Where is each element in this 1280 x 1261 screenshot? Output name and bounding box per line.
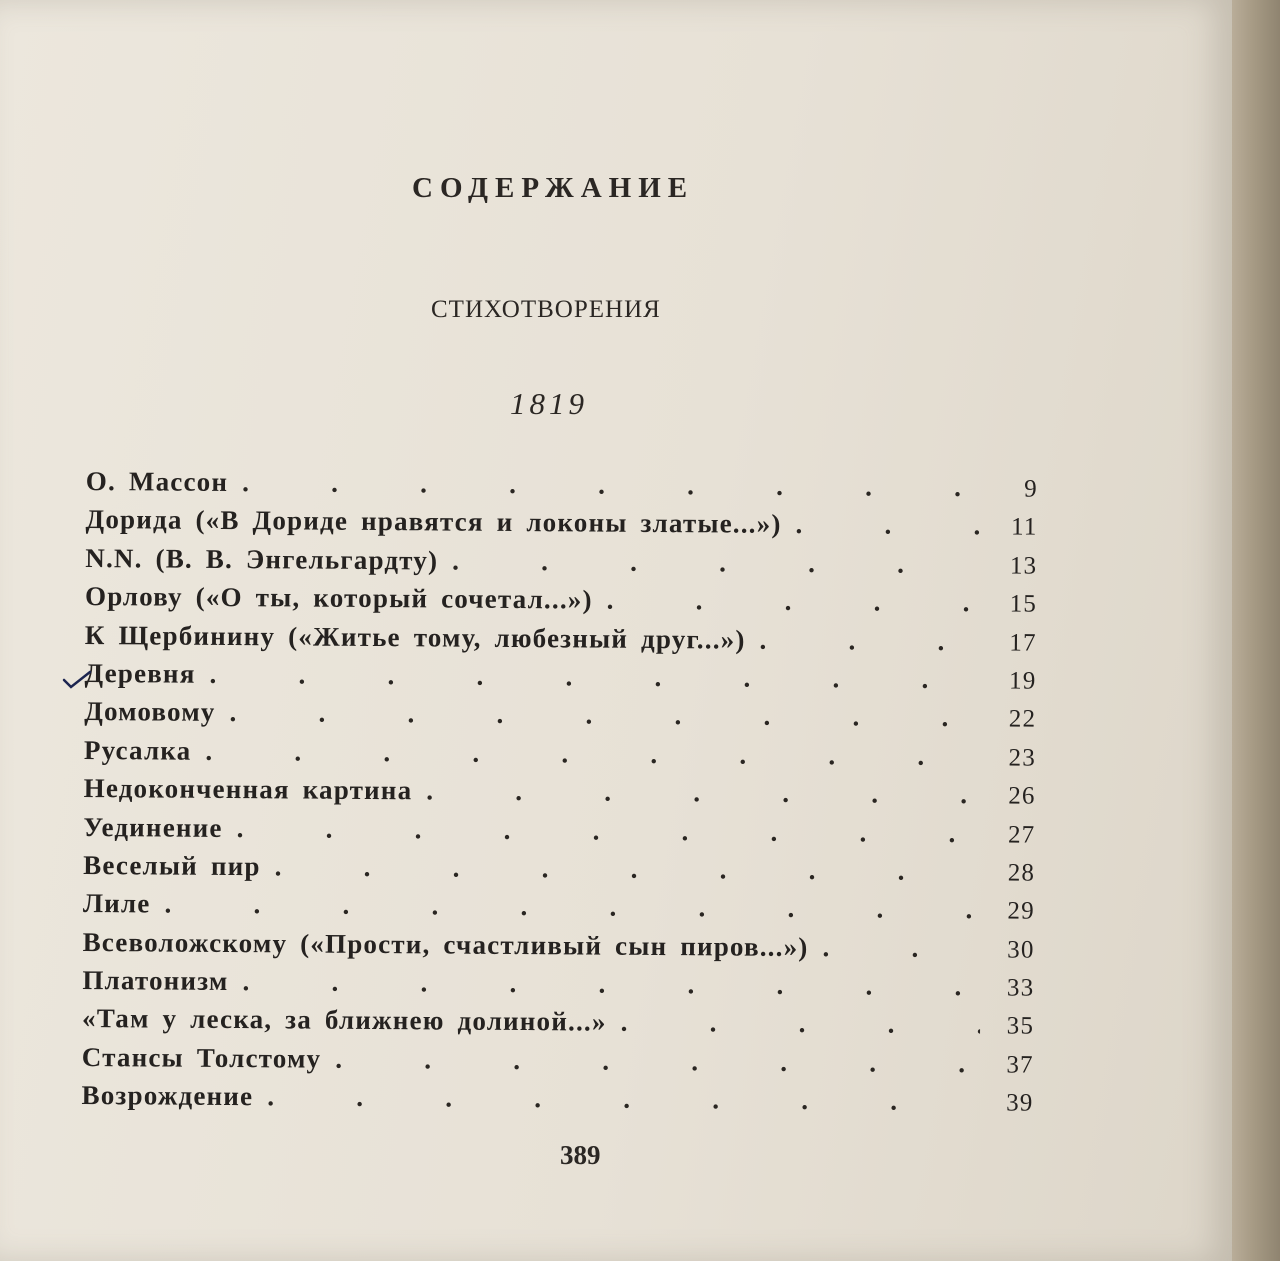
toc-entry-title: О. Массон [85, 465, 229, 497]
toc-entry [82, 961, 1034, 1006]
toc-entry [85, 539, 1037, 584]
toc-entry-page: 22 [1008, 705, 1037, 733]
toc-entry-title: Домовому [84, 696, 216, 728]
toc-entry-title: Возрождение [81, 1080, 254, 1112]
toc-entry [83, 808, 1035, 853]
toc-entry [85, 616, 1037, 661]
toc-entry-title: Уединение [83, 811, 223, 843]
toc-entry [84, 692, 1036, 737]
toc-entry-page: 9 [1024, 475, 1038, 503]
dot-leader [275, 847, 982, 890]
dot-leader [242, 463, 984, 507]
table-of-contents [81, 462, 1038, 1121]
dot-leader [229, 693, 982, 737]
toc-entry [83, 923, 1035, 968]
toc-entry-title: Стансы Толстому [81, 1041, 322, 1074]
page-number: 389 [560, 1140, 601, 1170]
toc-entry-title: «Там у леска, за ближнею долиной...» [82, 1003, 607, 1038]
toc-entry [86, 462, 1038, 507]
dot-leader [759, 620, 982, 660]
toc-entry-title: Всеволожскому («Прости, счастливый сын пиров...») [82, 926, 809, 962]
toc-entry-title: N.N. (В. В. Энгельгардту) [85, 542, 439, 576]
toc-entry-page: 11 [1010, 513, 1038, 542]
toc-entry-page: 17 [1009, 629, 1037, 657]
dot-leader [242, 962, 980, 1006]
toc-entry [85, 577, 1037, 622]
toc-entry-title: К Щербинину («Житье тому, любезный друг...») [84, 619, 746, 655]
toc-entry [82, 1038, 1034, 1083]
toc-entry-title: Русалка [83, 734, 192, 766]
toc-entry [83, 846, 1035, 891]
toc-entry-title: Дорида («В Дориде нравятся и локоны златые...») [85, 504, 782, 540]
toc-entry-page: 23 [1008, 744, 1037, 772]
toc-entry-page: 19 [1008, 667, 1037, 695]
toc-entry-page: 27 [1007, 820, 1036, 849]
section-heading: СТИХОТВОРЕНИЯ [431, 296, 661, 323]
dot-leader [620, 1003, 980, 1044]
dot-leader [607, 581, 984, 622]
dot-leader [205, 732, 982, 776]
toc-entry-page: 37 [1006, 1051, 1034, 1079]
toc-entry-page: 26 [1008, 782, 1036, 810]
toc-entry-title: Орлову («О ты, который сочетал...») [84, 581, 593, 615]
toc-entry-title: Веселый пир [83, 849, 261, 882]
toc-entry-title: Лиле [82, 888, 151, 919]
toc-entry-title: Платонизм [82, 965, 229, 997]
contents-heading: СОДЕРЖАНИЕ [412, 172, 695, 204]
toc-entry-page: 39 [1006, 1089, 1034, 1117]
toc-entry-page: 35 [1006, 1012, 1035, 1041]
toc-entry-page: 33 [1006, 974, 1035, 1002]
dot-leader [795, 505, 983, 545]
dot-leader [426, 772, 982, 814]
toc-entry [85, 500, 1037, 545]
toc-entry-title: Недоконченная картина [83, 773, 413, 806]
toc-entry [84, 654, 1036, 699]
pen-check-mark [62, 668, 92, 692]
dot-leader [237, 809, 982, 853]
toc-entry [82, 999, 1034, 1044]
dot-leader [822, 928, 980, 968]
dot-leader [267, 1078, 980, 1121]
toc-entry-title: Деревня [84, 657, 196, 689]
toc-entry [81, 1076, 1033, 1121]
toc-entry [84, 769, 1036, 814]
dot-leader [335, 1040, 980, 1083]
toc-entry [83, 884, 1035, 929]
dot-leader [164, 885, 981, 929]
page-edge [1232, 0, 1280, 1261]
toc-entry-page: 30 [1007, 936, 1035, 964]
dot-leader [209, 655, 982, 699]
toc-entry-page: 28 [1007, 859, 1036, 887]
year-heading: 1819 [510, 386, 588, 421]
toc-entry-page: 15 [1009, 590, 1038, 618]
dot-leader [452, 541, 983, 583]
toc-entry [84, 731, 1036, 776]
toc-entry-page: 13 [1009, 552, 1038, 580]
toc-entry-page: 29 [1007, 897, 1035, 925]
